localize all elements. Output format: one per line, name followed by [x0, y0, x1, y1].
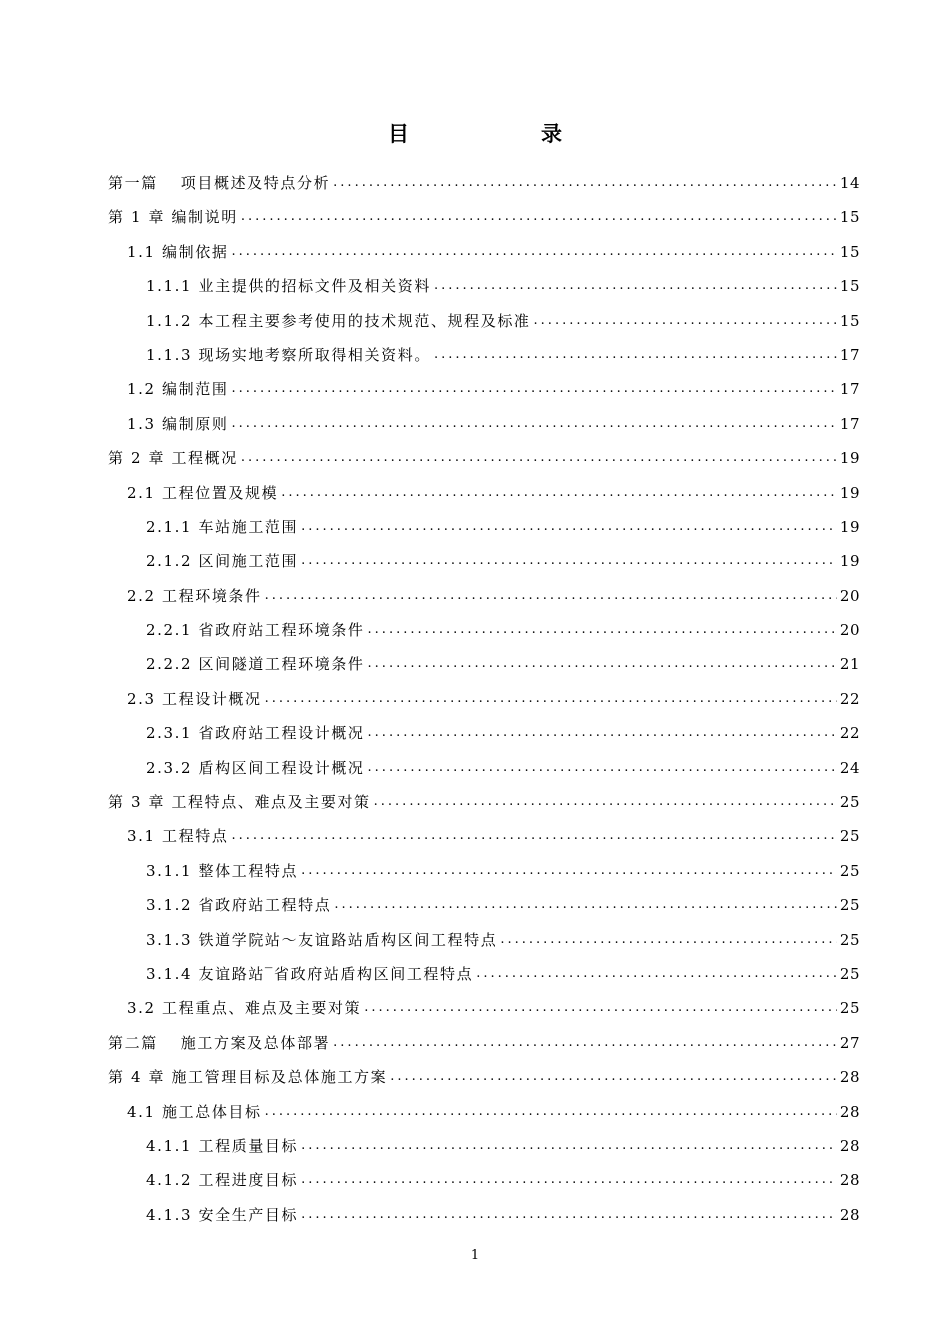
dot-leader [231, 819, 836, 853]
dot-leader [265, 1095, 837, 1129]
toc-entry[interactable] [108, 785, 860, 819]
toc-entry-text: 1.1.2 本工程主要参考使用的技术规范、规程及标准 [146, 311, 531, 330]
toc-entry-text: 2.3.1 省政府站工程设计概况 [146, 724, 365, 743]
dot-leader [231, 407, 836, 441]
toc-entry[interactable] [108, 544, 860, 578]
toc-entry-page: 25 [839, 827, 860, 846]
toc-entry-page: 17 [839, 345, 860, 364]
toc-entry[interactable] [108, 1198, 860, 1232]
dot-leader [241, 200, 837, 234]
dot-leader [301, 1129, 837, 1163]
dot-leader [265, 682, 837, 716]
toc-entry[interactable] [108, 200, 860, 234]
dot-leader [500, 923, 837, 957]
dot-leader [390, 1060, 837, 1094]
dot-leader [334, 888, 837, 922]
toc-entry-page: 22 [839, 689, 860, 708]
dot-leader [333, 1026, 837, 1060]
dot-leader [301, 854, 837, 888]
toc-entry-text: 第一篇 项目概述及特点分析 [108, 173, 331, 192]
toc-entry-text: 3.1.1 整体工程特点 [146, 861, 299, 880]
toc-entry[interactable] [108, 407, 860, 441]
dot-leader [281, 476, 837, 510]
toc-entry-page: 19 [839, 449, 860, 468]
toc-entry-text: 3.1.4 友谊路站‾省政府站盾构区间工程特点 [146, 964, 474, 983]
toc-entry-text: 3.2 工程重点、难点及主要对策 [127, 999, 362, 1018]
toc-entry-text: 3.1.3 铁道学院站～友谊路站盾构区间工程特点 [146, 930, 498, 949]
dot-leader [231, 235, 836, 269]
toc-entry-text: 1.2 编制范围 [127, 380, 229, 399]
toc-entry-page: 28 [839, 1171, 860, 1190]
dot-leader [368, 613, 837, 647]
toc-entry[interactable] [108, 1026, 860, 1060]
toc-entry-text: 4.1 施工总体目标 [127, 1102, 262, 1121]
toc-entry-text: 第 1 章 编制说明 [108, 208, 238, 227]
toc-title: 目 录 [388, 121, 592, 146]
toc-entry[interactable] [108, 441, 860, 475]
toc-entry-page: 15 [839, 311, 860, 330]
toc-entry-text: 2.2.2 区间隧道工程环境条件 [146, 655, 365, 674]
dot-leader [265, 579, 837, 613]
toc-entry-text: 第 4 章 施工管理目标及总体施工方案 [108, 1068, 388, 1087]
toc-entry[interactable] [108, 854, 860, 888]
toc-entry-page: 25 [839, 793, 860, 812]
toc-entry[interactable] [108, 819, 860, 853]
toc-entry[interactable] [108, 269, 860, 303]
toc-entry-page: 15 [839, 208, 860, 227]
toc-entry-text: 第二篇 施工方案及总体部署 [108, 1033, 331, 1052]
toc-entry[interactable] [108, 579, 860, 613]
toc-entry[interactable] [108, 1163, 860, 1197]
toc-entry-text: 1.3 编制原则 [127, 414, 229, 433]
toc-entry[interactable] [108, 510, 860, 544]
toc-entry[interactable] [108, 613, 860, 647]
toc-entry[interactable] [108, 957, 860, 991]
toc-entry-text: 3.1.2 省政府站工程特点 [146, 896, 332, 915]
toc-entry-text: 4.1.3 安全生产目标 [146, 1205, 299, 1224]
dot-leader [301, 510, 837, 544]
toc-entry[interactable] [108, 888, 860, 922]
toc-entry-page: 28 [839, 1205, 860, 1224]
toc-entry[interactable] [108, 923, 860, 957]
toc-entry-page: 20 [839, 586, 860, 605]
toc-entry[interactable] [108, 991, 860, 1025]
toc-entry-text: 3.1 工程特点 [127, 827, 229, 846]
toc-entry[interactable] [108, 476, 860, 510]
toc-entry-text: 1.1.1 业主提供的招标文件及相关资料 [146, 277, 431, 296]
toc-list [108, 166, 860, 1232]
dot-leader [301, 1163, 837, 1197]
toc-entry-page: 27 [839, 1033, 860, 1052]
toc-entry-page: 28 [839, 1136, 860, 1155]
dot-leader [368, 751, 837, 785]
toc-entry[interactable] [108, 338, 860, 372]
toc-entry-text: 2.1.2 区间施工范围 [146, 552, 299, 571]
toc-entry[interactable] [108, 304, 860, 338]
toc-entry-page: 14 [839, 173, 860, 192]
toc-entry-page: 20 [839, 621, 860, 640]
toc-entry-page: 21 [839, 655, 860, 674]
toc-entry-page: 25 [839, 861, 860, 880]
toc-entry-page: 24 [839, 758, 860, 777]
dot-leader [301, 544, 837, 578]
dot-leader [333, 166, 837, 200]
toc-entry-text: 4.1.1 工程质量目标 [146, 1136, 299, 1155]
toc-entry-page: 25 [839, 930, 860, 949]
toc-entry-text: 4.1.2 工程进度目标 [146, 1171, 299, 1190]
dot-leader [231, 372, 836, 406]
dot-leader [476, 957, 837, 991]
toc-entry[interactable] [108, 372, 860, 406]
toc-entry[interactable] [108, 235, 860, 269]
toc-entry-page: 25 [839, 896, 860, 915]
toc-entry-page: 15 [839, 277, 860, 296]
toc-entry-text: 2.3.2 盾构区间工程设计概况 [146, 758, 365, 777]
toc-entry-text: 2.2 工程环境条件 [127, 586, 262, 605]
toc-entry-page: 28 [839, 1102, 860, 1121]
toc-entry-text: 第 2 章 工程概况 [108, 449, 238, 468]
dot-leader [374, 785, 837, 819]
toc-entry-page: 25 [839, 964, 860, 983]
dot-leader [301, 1198, 837, 1232]
toc-entry[interactable] [108, 751, 860, 785]
toc-entry[interactable] [108, 682, 860, 716]
toc-entry-page: 25 [839, 999, 860, 1018]
toc-entry-page: 17 [839, 380, 860, 399]
dot-leader [434, 269, 837, 303]
toc-entry-page: 22 [839, 724, 860, 743]
toc-entry-page: 15 [839, 242, 860, 261]
toc-entry[interactable] [108, 716, 860, 750]
dot-leader [534, 304, 837, 338]
dot-leader [368, 647, 837, 681]
toc-entry[interactable] [108, 647, 860, 681]
toc-entry-text: 1.1.3 现场实地考察所取得相关资料。 [146, 345, 431, 364]
dot-leader [364, 991, 837, 1025]
dot-leader [368, 716, 837, 750]
toc-entry-text: 1.1 编制依据 [127, 242, 229, 261]
toc-entry-text: 2.2.1 省政府站工程环境条件 [146, 621, 365, 640]
toc-entry-page: 17 [839, 414, 860, 433]
toc-entry[interactable] [108, 1060, 860, 1094]
toc-entry[interactable] [108, 1095, 860, 1129]
toc-entry[interactable] [108, 166, 860, 200]
toc-entry-page: 28 [839, 1068, 860, 1087]
toc-entry-page: 19 [839, 552, 860, 571]
toc-entry-text: 第 3 章 工程特点、难点及主要对策 [108, 793, 371, 812]
toc-entry-text: 2.1 工程位置及规模 [127, 483, 279, 502]
dot-leader [241, 441, 837, 475]
dot-leader [434, 338, 837, 372]
toc-entry-text: 2.3 工程设计概况 [127, 689, 262, 708]
toc-entry-page: 19 [839, 483, 860, 502]
page-number: 1 [470, 1248, 480, 1263]
toc-entry-page: 19 [839, 517, 860, 536]
toc-entry[interactable] [108, 1129, 860, 1163]
toc-entry-text: 2.1.1 车站施工范围 [146, 517, 299, 536]
